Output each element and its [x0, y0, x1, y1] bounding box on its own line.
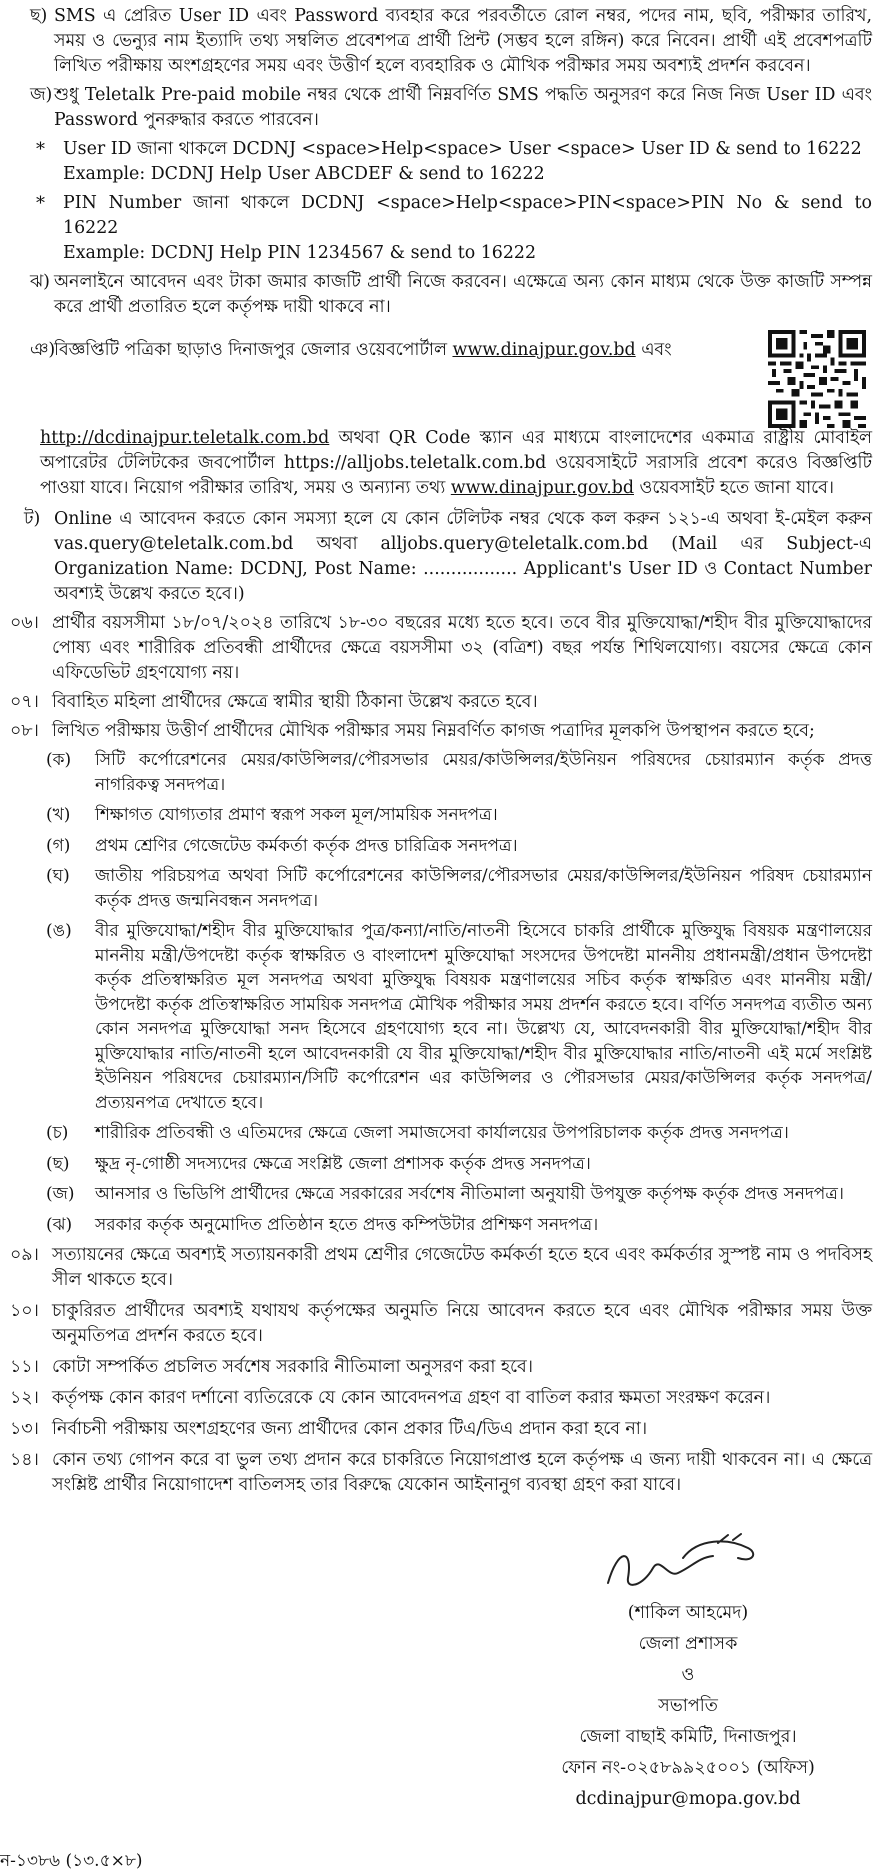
sub-mark: (খ): [46, 805, 71, 825]
item-star-pin: [6, 191, 872, 266]
portal-paragraph: [6, 426, 872, 501]
item-mark: জ): [30, 85, 53, 105]
item-text: Online এ আবেদন করতে কোন সমস্যা হলে যে কোন টেলিটক নম্বর থেকে কল করুন ১২১-এ অথবা ই-মেইল করুন vas.query@teletalk.com.bd অথবা alljobs.query@teletalk.com.bd (Mail এর Subject-এ Organization Name: DCDNJ, Post Name: ................. Applicant's User ID ও Contact Number অবশ্যই উল্লেখ করতে হবে।): [54, 509, 872, 604]
clause-12: [6, 1386, 872, 1411]
clause-text: সত্যায়নের ক্ষেত্রে অবশ্যই সত্যায়নকারী প্রথম শ্রেণীর গেজেটেড কর্মকর্তা হতে হবে এবং কর্মকর্তার সুস্পষ্ট নাম ও পদবিসহ সীল থাকতে হবে।: [52, 1245, 872, 1290]
sub-text: জাতীয় পরিচয়পত্র অথবা সিটি কর্পোরেশনের কাউন্সিলর/পৌরসভার মেয়র/কাউন্সিলর/ইউনিয়ন পরিষদ চেয়ারম্যান কর্তৃক প্রদত্ত জন্মনিবন্ধন সনদপত্র।: [95, 866, 872, 911]
clause-number: ০৭।: [10, 692, 39, 712]
item-example: Example: DCDNJ Help PIN 1234567 & send to 16222: [63, 243, 537, 263]
sub-item-ja: [6, 1182, 872, 1207]
item-mark: *: [36, 139, 45, 160]
sub-mark: (জ): [46, 1184, 75, 1204]
print-code: ন-১৩৮৬ (১৩.৫×৮): [0, 1851, 143, 1871]
clause-number: ১০।: [10, 1301, 39, 1321]
office-phone: ফোন নং-০২৫৮৯৯২৫০০১ (অফিস): [561, 1758, 815, 1778]
item-nya: [6, 330, 872, 426]
clause-number: ১৩।: [10, 1419, 39, 1439]
clause-text: কর্তৃপক্ষ কোন কারণ দর্শানো ব্যতিরেকে যে কোন আবেদনপত্র গ্রহণ বা বাতিল করার ক্ষমতা সংরক্ষণ করেন।: [52, 1388, 771, 1408]
item-ta: [6, 507, 872, 607]
sub-item-uma: [6, 919, 872, 1115]
signature-block: [528, 1528, 848, 1815]
item-ja: [6, 83, 872, 133]
committee-name: জেলা বাছাই কমিটি, দিনাজপুর।: [579, 1727, 797, 1747]
item-jha: [6, 270, 872, 320]
clause-number: ১১।: [10, 1357, 39, 1377]
item-text: SMS এ প্রেরিত User ID এবং Password ব্যবহার করে পরবর্তীতে রোল নম্বর, পদের নাম, ছবি, পরীক্ষার তারিখ, সময় ও ভেন্যুর নাম ইত্যাদি তথ্য সম্বলিত প্রবেশপত্র প্রার্থী প্রিন্ট (সম্ভব হলে রঙ্গিন) করে নিবেন। প্রার্থী এই প্রবেশপত্রটি লিখিত পরীক্ষায় অংশগ্রহণের সময় এবং উত্তীর্ণ হলে ব্যবহারিক ও মৌখিক পরীক্ষার সময় অবশ্যই প্রদর্শন করবেন।: [54, 6, 872, 76]
sub-item-jha: [6, 1213, 872, 1238]
sub-item-ga: [6, 834, 872, 859]
item-star-userid: [6, 137, 872, 187]
clause-08: [6, 719, 872, 744]
clause-text: কোটা সম্পর্কিত প্রচলিত সর্বশেষ সরকারি নীতিমালা অনুসরণ করা হবে।: [52, 1357, 533, 1377]
sub-item-cha: [6, 1121, 872, 1146]
clause-text: লিখিত পরীক্ষায় উত্তীর্ণ প্রার্থীদের মৌখিক পরীক্ষার সময় নিম্নবর্ণিত কাগজ পত্রাদির মূলকপি উপস্থাপন করতে হবে;: [52, 721, 815, 741]
item-text: অনলাইনে আবেদন এবং টাকা জমার কাজটি প্রার্থী নিজে করবেন। এক্ষেত্রে অন্য কোন মাধ্যম থেকে উক্ত কাজটি সম্পন্ন করে প্রার্থী প্রতারিত হলে কর্তৃপক্ষ দায়ী থাকবে না।: [54, 272, 872, 317]
item-text: User ID জানা থাকলে DCDNJ <space>Help<space> User <space> User ID & send to 16222: [63, 139, 862, 159]
clause-06: [6, 611, 872, 686]
item-text: PIN Number জানা থাকলে DCDNJ <space>Help<space>PIN<space>PIN No & send to 16222: [63, 193, 872, 238]
clause-number: ০৯।: [10, 1245, 39, 1265]
clause-text: কোন তথ্য গোপন করে বা ভুল তথ্য প্রদান করে চাকরিতে নিয়োগপ্রাপ্ত হলে কর্তৃপক্ষ এ জন্য দায়ী থাকবেন না। এ ক্ষেত্রে সংশ্লিষ্ট প্রার্থীর নিয়োগাদেশ বাতিলসহ তার বিরুদ্ধে যেকোন আইনানুগ ব্যবস্থা গ্রহণ করা যাবে।: [52, 1450, 872, 1495]
item-mark: ছ): [30, 6, 48, 26]
item-example: Example: DCDNJ Help User ABCDEF & send to 16222: [63, 164, 545, 184]
clause-number: ১২।: [10, 1388, 39, 1408]
sub-text: সরকার কর্তৃক অনুমোদিত প্রতিষ্ঠান হতে প্রদত্ত কম্পিউটার প্রশিক্ষণ সনদপত্র।: [95, 1214, 599, 1235]
dinajpur-website-link[interactable]: www.dinajpur.gov.bd: [450, 478, 634, 498]
item-mark: ঞ): [30, 340, 56, 360]
clause-09: [6, 1243, 872, 1293]
item-mark: ঝ): [30, 272, 50, 292]
sub-text: শিক্ষাগত যোগ্যতার প্রমাণ স্বরূপ সকল মূল/সাময়িক সনদপত্র।: [95, 805, 498, 825]
sub-text: সিটি কর্পোরেশনের মেয়র/কাউন্সিলর/পৌরসভার মেয়র/কাউন্সিলর/ইউনিয়ন পরিষদের চেয়ারম্যান কর্তৃক প্রদত্ত নাগরিকত্ব সনদপত্র।: [95, 750, 872, 795]
sub-mark: (ঙ): [46, 921, 72, 941]
sub-mark: (ক): [46, 750, 72, 770]
item-text: এবং: [641, 340, 672, 360]
sub-item-gha: [6, 864, 872, 913]
item-mark: *: [36, 193, 45, 214]
sub-mark: (চ): [46, 1123, 69, 1143]
sub-text: আনসার ও ভিডিপি প্রার্থীদের ক্ষেত্রে সরকারের সর্বশেষ নীতিমালা অনুযায়ী উপযুক্ত কর্তৃপক্ষ কর্তৃক প্রদত্ত সনদপত্র।: [95, 1184, 844, 1204]
sub-mark: (ঝ): [46, 1214, 73, 1235]
sub-mark: (ছ): [46, 1153, 70, 1174]
sub-item-kha: [6, 803, 872, 828]
sub-text: শারীরিক প্রতিবন্ধী ও এতিমদের ক্ষেত্রে জেলা সমাজসেবা কার্যালয়ের উপপরিচালক কর্তৃক প্রদত্ত সনদপত্র।: [95, 1123, 789, 1143]
office-email[interactable]: dcdinajpur@mopa.gov.bd: [575, 1789, 801, 1809]
sub-mark: (গ): [46, 835, 71, 856]
sub-item-ka: [6, 748, 872, 797]
clause-10: [6, 1299, 872, 1349]
portal-text-end: ওয়েবসাইট হতে জানা যাবে।: [639, 478, 835, 498]
clause-text: নির্বাচনী পরীক্ষায় অংশগ্রহণের জন্য প্রার্থীদের কোন প্রকার টিএ/ডিএ প্রদান করা হবে না।: [52, 1419, 648, 1439]
item-text: শুধু Teletalk Pre-paid mobile নম্বর থেকে প্রার্থী নিম্নবর্ণিত SMS পদ্ধতি অনুসরণ করে নিজ নিজ User ID এবং Password পুনরুদ্ধার করতে পারবেন।: [54, 85, 872, 130]
clause-11: [6, 1355, 872, 1380]
item-text: বিজ্ঞপ্তিটি পত্রিকা ছাড়াও দিনাজপুর জেলার ওয়েবপোর্টাল: [54, 340, 447, 360]
signatory-and: ও: [681, 1665, 695, 1685]
teletalk-portal-link[interactable]: http://dcdinajpur.teletalk.com.bd: [40, 428, 330, 448]
item-mark: ট): [24, 509, 41, 529]
sub-text: বীর মুক্তিযোদ্ধা/শহীদ বীর মুক্তিযোদ্ধার পুত্র/কন্যা/নাতি/নাতনী হিসেবে চাকরি প্রার্থীকে মুক্তিযুদ্ধ বিষয়ক মন্ত্রণালয়ের মাননীয় মন্ত্রী/উপদেষ্টা কর্তৃক স্বাক্ষরিত ও বাংলাদেশ মুক্তিযোদ্ধা সংসদের উপদেষ্টা মাননীয় প্রধানমন্ত্রী/প্রধান উপদেষ্টা কর্তৃক প্রতিস্বাক্ষরিত মূল সনদপত্র অথবা মুক্তিযুদ্ধ বিষয়ক মন্ত্রণালয়ের সচিব কর্তৃক স্বাক্ষরিত এবং মাননীয় মন্ত্রী/উপদেষ্টা কর্তৃক প্রতিস্বাক্ষরিত সাময়িক সনদপত্র মৌখিক পরীক্ষার সময় প্রদর্শন করতে হবে। বর্ণিত সনদপত্র ব্যতীত অন্য কোন সনদপত্র মুক্তিযোদ্ধা সনদ হিসেবে গ্রহণযোগ্য হবে না। উল্লেখ্য যে, আবেদনকারী বীর মুক্তিযোদ্ধা/শহীদ বীর মুক্তিযোদ্ধার নাতি/নাতনী হলে আবেদনকারী যে বীর মুক্তিযোদ্ধা/শহীদ বীর মুক্তিযোদ্ধার নাতি/নাতনী এই মর্মে সংশ্লিষ্ট ইউনিয়ন পরিষদের চেয়ারম্যান/সিটি কর্পোরেশন এর কাউন্সিলর ও পৌরসভার মেয়র/কাউন্সিলর কর্তৃক সনদপত্র/প্রত্যয়নপত্র দেখাতে হবে।: [95, 921, 872, 1113]
sub-text: ক্ষুদ্র নৃ-গোষ্ঠী সদস্যদের ক্ষেত্রে সংশ্লিষ্ট জেলা প্রশাসক কর্তৃক প্রদত্ত সনদপত্র।: [95, 1153, 591, 1174]
qr-code-icon: [768, 330, 866, 428]
clause-text: প্রার্থীর বয়সসীমা ১৮/০৭/২০২৪ তারিখে ১৮-৩০ বছরের মধ্যে হতে হবে। তবে বীর মুক্তিযোদ্ধা/শহীদ বীর মুক্তিযোদ্ধাদের পোষ্য এবং শারীরিক প্রতিবন্ধী প্রার্থীদের ক্ষেত্রে বয়সসীমা ৩২ (বত্রিশ) বছর পর্যন্ত শিথিলযোগ্য। বয়সের ক্ষেত্রে কোন এফিডেভিট গ্রহণযোগ্য নয়।: [52, 613, 872, 683]
signatory-title: জেলা প্রশাসক: [638, 1634, 738, 1654]
clause-number: ০৬।: [10, 613, 39, 633]
sub-mark: (ঘ): [46, 866, 70, 886]
portal-text: অথবা QR Code স্ক্যান এর মাধ্যমে বাংলাদেশের একমাত্র রাষ্ট্রীয় মোবাইল অপারেটর টেলিটকের জবপোর্টাল https://alljobs.teletalk.com.bd ওয়েবসাইটে সরাসরি প্রবেশ করেও বিজ্ঞপ্তিটি পাওয়া যাবে। নিয়োগ পরীক্ষার তারিখ, সময় ও অন্যান্য তথ্য: [40, 428, 873, 498]
clause-13: [6, 1417, 872, 1442]
sub-item-chha: [6, 1152, 872, 1177]
handwritten-signature: [598, 1528, 768, 1598]
clause-number: ০৮।: [10, 721, 39, 741]
sub-text: প্রথম শ্রেণির গেজেটেড কর্মকর্তা কর্তৃক প্রদত্ত চারিত্রিক সনদপত্র।: [95, 835, 518, 856]
clause-text: চাকুরিরত প্রার্থীদের অবশ্যই যথাযথ কর্তৃপক্ষের অনুমতি নিয়ে আবেদন করতে হবে এবং মৌখিক পরীক্ষার সময় উক্ত অনুমতিপত্র প্রদর্শন করতে হবে।: [52, 1301, 872, 1346]
clause-number: ১৪।: [10, 1450, 39, 1470]
signatory-name: (শাকিল আহমেদ): [627, 1603, 749, 1623]
clause-text: বিবাহিত মহিলা প্রার্থীদের ক্ষেত্রে স্বামীর স্থায়ী ঠিকানা উল্লেখ করতে হবে।: [52, 692, 538, 712]
clause-14: [6, 1448, 872, 1498]
dinajpur-portal-link[interactable]: www.dinajpur.gov.bd: [452, 340, 636, 360]
signatory-role: সভাপতি: [658, 1696, 718, 1716]
clause-07: [6, 690, 872, 715]
item-chha: [6, 4, 872, 79]
